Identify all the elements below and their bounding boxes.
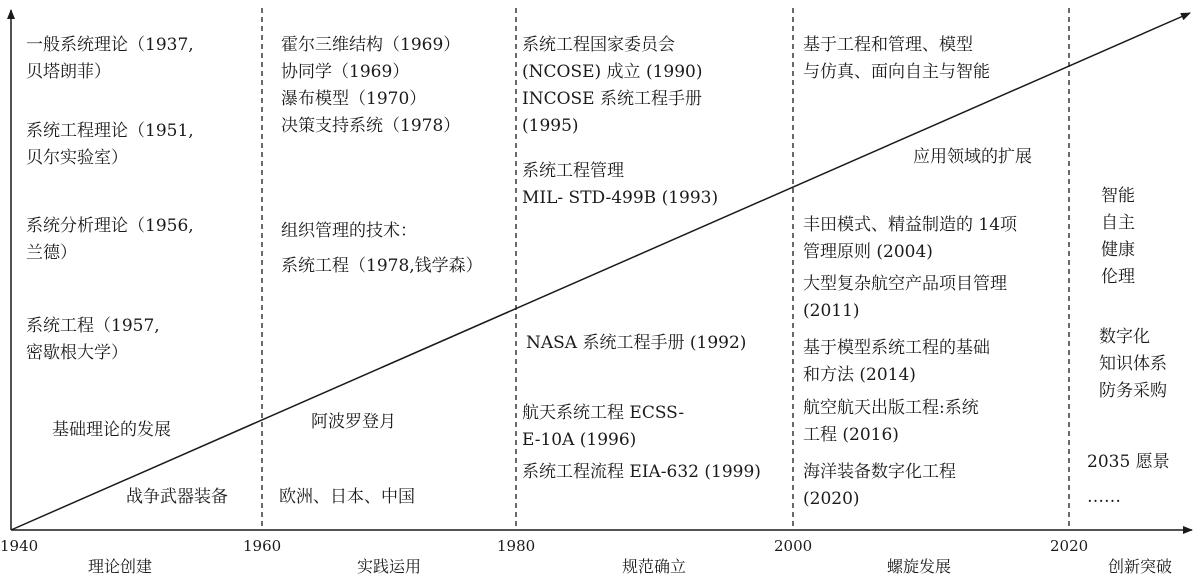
year-2000: 2000 (774, 537, 813, 555)
milestone-mil-std-499b: 系统工程管理 MIL- STD-499B (1993) (522, 161, 719, 208)
year-1980: 1980 (497, 537, 536, 555)
organization-management-title: 组织管理的技术： (281, 221, 417, 241)
year-1940: 1940 (0, 537, 39, 555)
driver-war-weapons: 战争武器装备 (126, 487, 228, 507)
future-trends-group: 智能 自主 健康 伦理 (1101, 186, 1135, 287)
milestone-nasa-handbook: NASA 系统工程手册 (1992) (526, 333, 747, 353)
milestone-toyota-lean: 丰田模式、精益制造的 14项 管理原则 (2004) (803, 215, 1018, 262)
milestone-ncose-incose: 系统工程国家委员会 (NCOSE) 成立 (1990) INCOSE 系统工程手册 (1995) (522, 35, 703, 136)
stage-standardization: 规范确立 (622, 557, 687, 576)
milestone-aviation-project-management: 大型复杂航空产品项目管理 (2011) (803, 274, 1007, 321)
trend-model-autonomy-intelligence: 基于工程和管理、模型 与仿真、面向自主与智能 (803, 35, 990, 82)
milestone-systems-analysis-theory: 系统分析理论（1956, 兰德） (26, 216, 194, 263)
milestone-mbse-foundations: 基于模型系统工程的基础 和方法 (2014) (803, 338, 990, 385)
milestone-list-1960s: 霍尔三维结构（1969） 协同学（1969） 瀑布模型（1970） 决策支持系统（1978） (281, 35, 461, 136)
stage-innovation-breakthrough: 创新突破 (1108, 557, 1173, 576)
continuation-ellipsis: …… (1087, 487, 1121, 507)
milestone-systems-engineering-theory: 系统工程理论（1951, 贝尔实验室） (26, 121, 194, 168)
application-domain-expansion: 应用领域的扩展 (913, 147, 1032, 167)
milestone-aerospace-publication: 航空航天出版工程:系统 工程 (2016) (803, 398, 979, 445)
vision-2035: 2035 愿景 (1087, 452, 1170, 472)
theme-foundational-theory: 基础理论的发展 (52, 420, 171, 440)
year-2020: 2020 (1050, 537, 1089, 555)
milestone-ecss-e-10a: 航天系统工程 ECSS- E-10A (1996) (522, 403, 685, 450)
future-digital-group: 数字化 知识体系 防务采购 (1099, 327, 1167, 401)
stage-practice-application: 实践运用 (357, 557, 422, 576)
event-apollo-landing: 阿波罗登月 (311, 412, 396, 432)
region-europe-japan-china: 欧洲、日本、中国 (279, 487, 415, 507)
stage-theory-creation: 理论创建 (88, 557, 153, 576)
milestone-eia-632: 系统工程流程 EIA-632 (1999) (522, 462, 761, 482)
milestone-general-systems-theory: 一般系统理论（1937, 贝塔朗菲） (26, 35, 194, 82)
milestone-marine-digital-engineering: 海洋装备数字化工程 (2020) (803, 462, 956, 509)
organization-management-item: 系统工程（1978,钱学森） (281, 256, 483, 276)
stage-spiral-development: 螺旋发展 (887, 557, 952, 576)
year-1960: 1960 (243, 537, 282, 555)
milestone-systems-engineering-1957: 系统工程（1957, 密歇根大学） (26, 316, 160, 363)
